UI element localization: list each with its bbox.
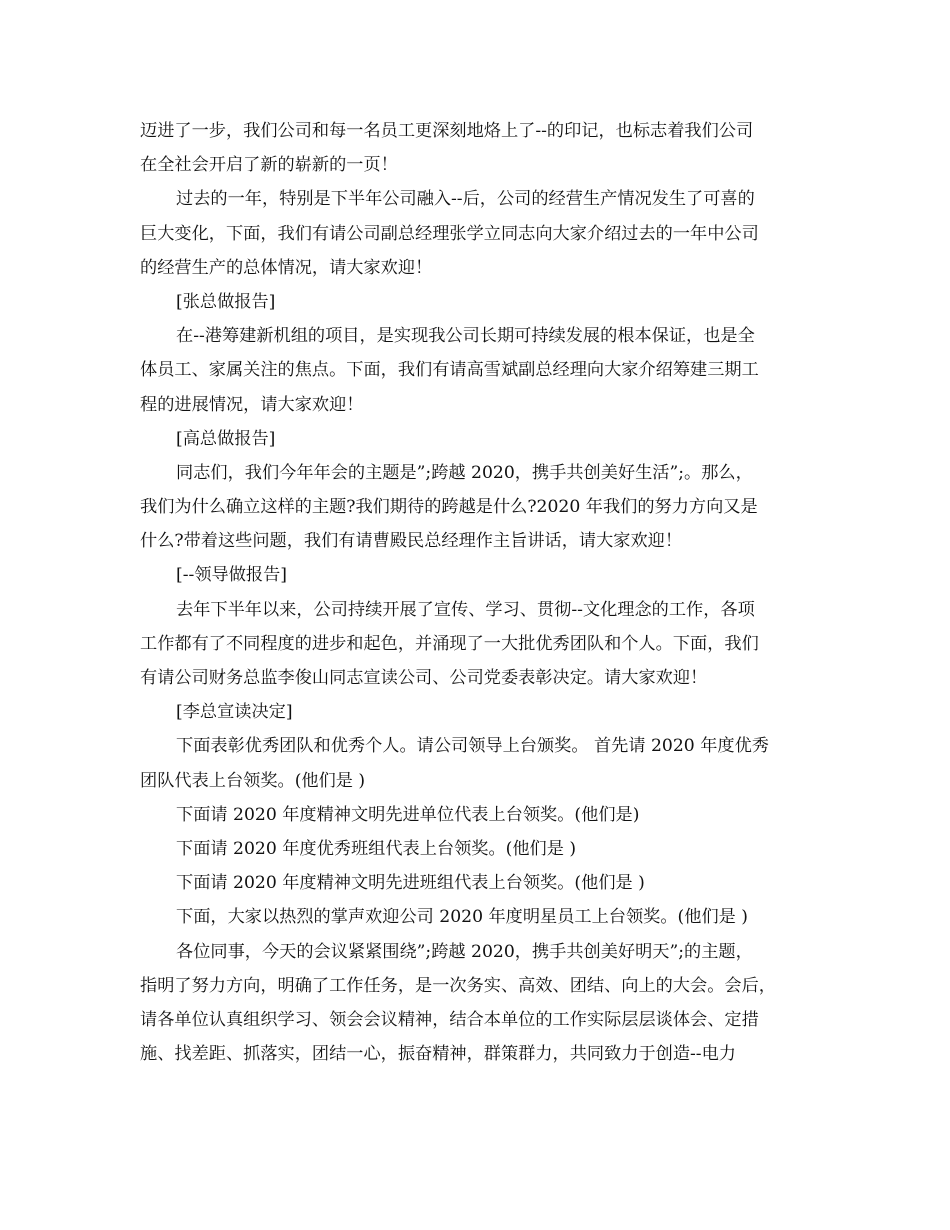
text-line: 去年下半年以来，公司持续开展了宣传、学习、贯彻--文化理念的工作，各项	[176, 599, 755, 620]
text-line: 工作都有了不同程度的进步和起色，并涌现了一大批优秀团队和个人。下面，我们	[140, 633, 759, 654]
text-line: 在全社会开启了新的崭新的一页！	[140, 155, 398, 176]
text-line: 的经营生产的总体情况，请大家欢迎！	[140, 257, 433, 278]
text-line: [--领导做报告]	[176, 565, 287, 586]
text-line: 下面表彰优秀团队和优秀个人。请公司领导上台颁奖。 首先请 2020 年度优秀	[176, 736, 769, 757]
text-line: 下面，大家以热烈的掌声欢迎公司 2020 年度明星员工上台领奖。(他们是 )	[176, 907, 748, 928]
body-text	[140, 114, 810, 1071]
text-line: 有请公司财务总监李俊山同志宣读公司、公司党委表彰决定。请大家欢迎！	[140, 668, 708, 688]
text-line: 各位同事，今天的会议紧紧围绕”;跨越 2020，携手共创美好明天”;的主题，	[176, 941, 753, 962]
text-line: 下面请 2020 年度优秀班组代表上台领奖。(他们是 )	[176, 838, 577, 859]
text-line: 请各单位认真组织学习、领会会议精神，结合本单位的工作实际层层谈体会、定措	[140, 1009, 759, 1030]
text-line: 同志们，我们今年年会的主题是”;跨越 2020，携手共创美好生活”;。那么，	[176, 462, 753, 483]
text-line: [李总宣读决定]	[176, 702, 293, 723]
text-line: [高总做报告]	[176, 428, 276, 449]
text-line: 体员工、家属关注的焦点。下面，我们有请高雪斌副总经理向大家介绍筹建三期工	[140, 360, 759, 381]
text-line: 程的进展情况，请大家欢迎！	[140, 394, 364, 415]
text-line: 我们为什么确立这样的主题?我们期待的跨越是什么?2020 年我们的努力方向又是	[140, 497, 758, 518]
text-line: [张总做报告]	[176, 291, 276, 312]
text-line: 迈进了一步，我们公司和每一名员工更深刻地烙上了--的印记，也标志着我们公司	[140, 121, 754, 141]
text-line: 什么?带着这些问题，我们有请曹殿民总经理作主旨讲话，请大家欢迎！	[140, 531, 683, 552]
text-line: 在--港筹建新机组的项目，是实现我公司长期可持续发展的根本保证，也是全	[176, 326, 755, 347]
text-line: 施、找差距、抓落实，团结一心，振奋精神，群策群力，共同致力于创造--电力	[140, 1044, 736, 1065]
text-line: 指明了努力方向，明确了工作任务，是一次务实、高效、团结、向上的大会。会后，	[140, 975, 776, 996]
text-line: 巨大变化，下面，我们有请公司副总经理张学立同志向大家介绍过去的一年中公司	[140, 223, 759, 244]
text-line: 下面请 2020 年度精神文明先进单位代表上台领奖。(他们是)	[176, 804, 640, 825]
text-line: 过去的一年，特别是下半年公司融入--后，公司的经营生产情况发生了可喜的	[176, 189, 755, 210]
text-line: 下面请 2020 年度精神文明先进班组代表上台领奖。(他们是 )	[176, 873, 645, 894]
text-line: 团队代表上台领奖。(他们是 )	[140, 770, 366, 791]
